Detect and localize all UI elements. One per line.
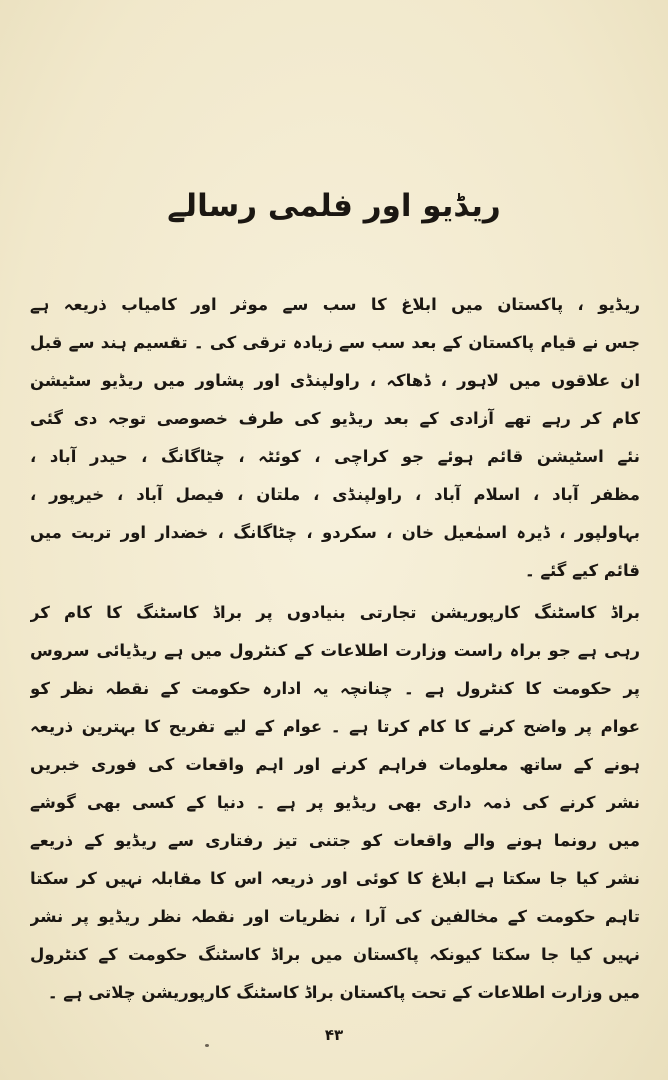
text-line: نشر کیا جا سکتا ہے ابلاغ کا کوئی اور ذریعہ اس کا مقابلہ نہیں کر سکتا: [30, 869, 640, 888]
page-number: ۴۳: [324, 1026, 344, 1044]
text-line: براڈ کاسٹنگ کارپوریشن تجارتی بنیادوں پر براڈ کاسٹنگ کا کام کر: [30, 603, 640, 622]
text-line: مظفر آباد ، اسلام آباد ، راولپنڈی ، ملتان ، فیصل آباد ، خیرپور ،: [30, 485, 640, 504]
text-line: میں وزارت اطلاعات کے تحت پاکستان براڈ کاسٹنگ کارپوریشن چلاتی ہے ۔: [47, 983, 640, 1002]
text-line: جس نے قیام پاکستان کے بعد سب سے زیادہ ترقی کی ۔ تقسیم ہند سے قبل: [30, 333, 640, 352]
text-line: ان علاقوں میں لاہور ، ڈھاکہ ، راولپنڈی اور پشاور میں ریڈیو سٹیشن: [30, 371, 640, 390]
text-line: نشر کرنے کی ذمہ داری بھی ریڈیو پر ہے ۔ دنیا کے کسی بھی گوشے: [30, 793, 640, 812]
text-line: قائم کیے گئے ۔: [524, 561, 640, 580]
paragraph-broadcasting-corporation: [30, 594, 640, 1012]
text-line: تاہم حکومت کے مخالفین کی آرا ، نظریات اور نقطہ نظر ریڈیو پر نشر: [30, 907, 640, 926]
paragraph-radio-history: [30, 286, 640, 590]
text-line: ریڈیو ، پاکستان میں ابلاغ کا سب سے موثر اور کامیاب ذریعہ ہے: [30, 295, 640, 314]
text-line: بہاولپور ، ڈیرہ اسمٰعیل خان ، سکردو ، چٹاگانگ ، خضدار اور تربت میں: [30, 523, 640, 542]
text-line: کام کر رہے تھے آزادی کے بعد ریڈیو کی طرف خصوصی توجہ دی گئی: [30, 409, 640, 428]
text-line: میں رونما ہونے والے واقعات کو جتنی تیز رفتاری سے ریڈیو کے ذریعے: [30, 831, 640, 850]
chapter-title: ریڈیو اور فلمی رسالے: [167, 188, 501, 224]
text-line: رہی ہے جو براہ راست وزارت اطلاعات کے کنٹرول میں ہے ریڈیائی سروس: [30, 641, 640, 660]
text-line: ہونے کے ساتھ معلومات فراہم کرنے اور اہم واقعات کی فوری خبریں: [30, 755, 640, 774]
print-speck: [205, 1044, 209, 1047]
text-line: نہیں کیا جا سکتا کیونکہ پاکستان میں براڈ کاسٹنگ حکومت کے کنٹرول: [30, 945, 640, 964]
text-line: عوام پر واضح کرنے کا کام کرتا ہے ۔ عوام کے لیے تفریح کا بہترین ذریعہ: [30, 717, 640, 736]
text-line: نئے اسٹیشن قائم ہوئے جو کراچی ، کوئٹہ ، چٹاگانگ ، حیدر آباد ،: [30, 447, 640, 466]
text-line: پر حکومت کا کنٹرول ہے ۔ چنانچہ یہ ادارہ حکومت کے نقطہ نظر کو: [30, 679, 640, 698]
